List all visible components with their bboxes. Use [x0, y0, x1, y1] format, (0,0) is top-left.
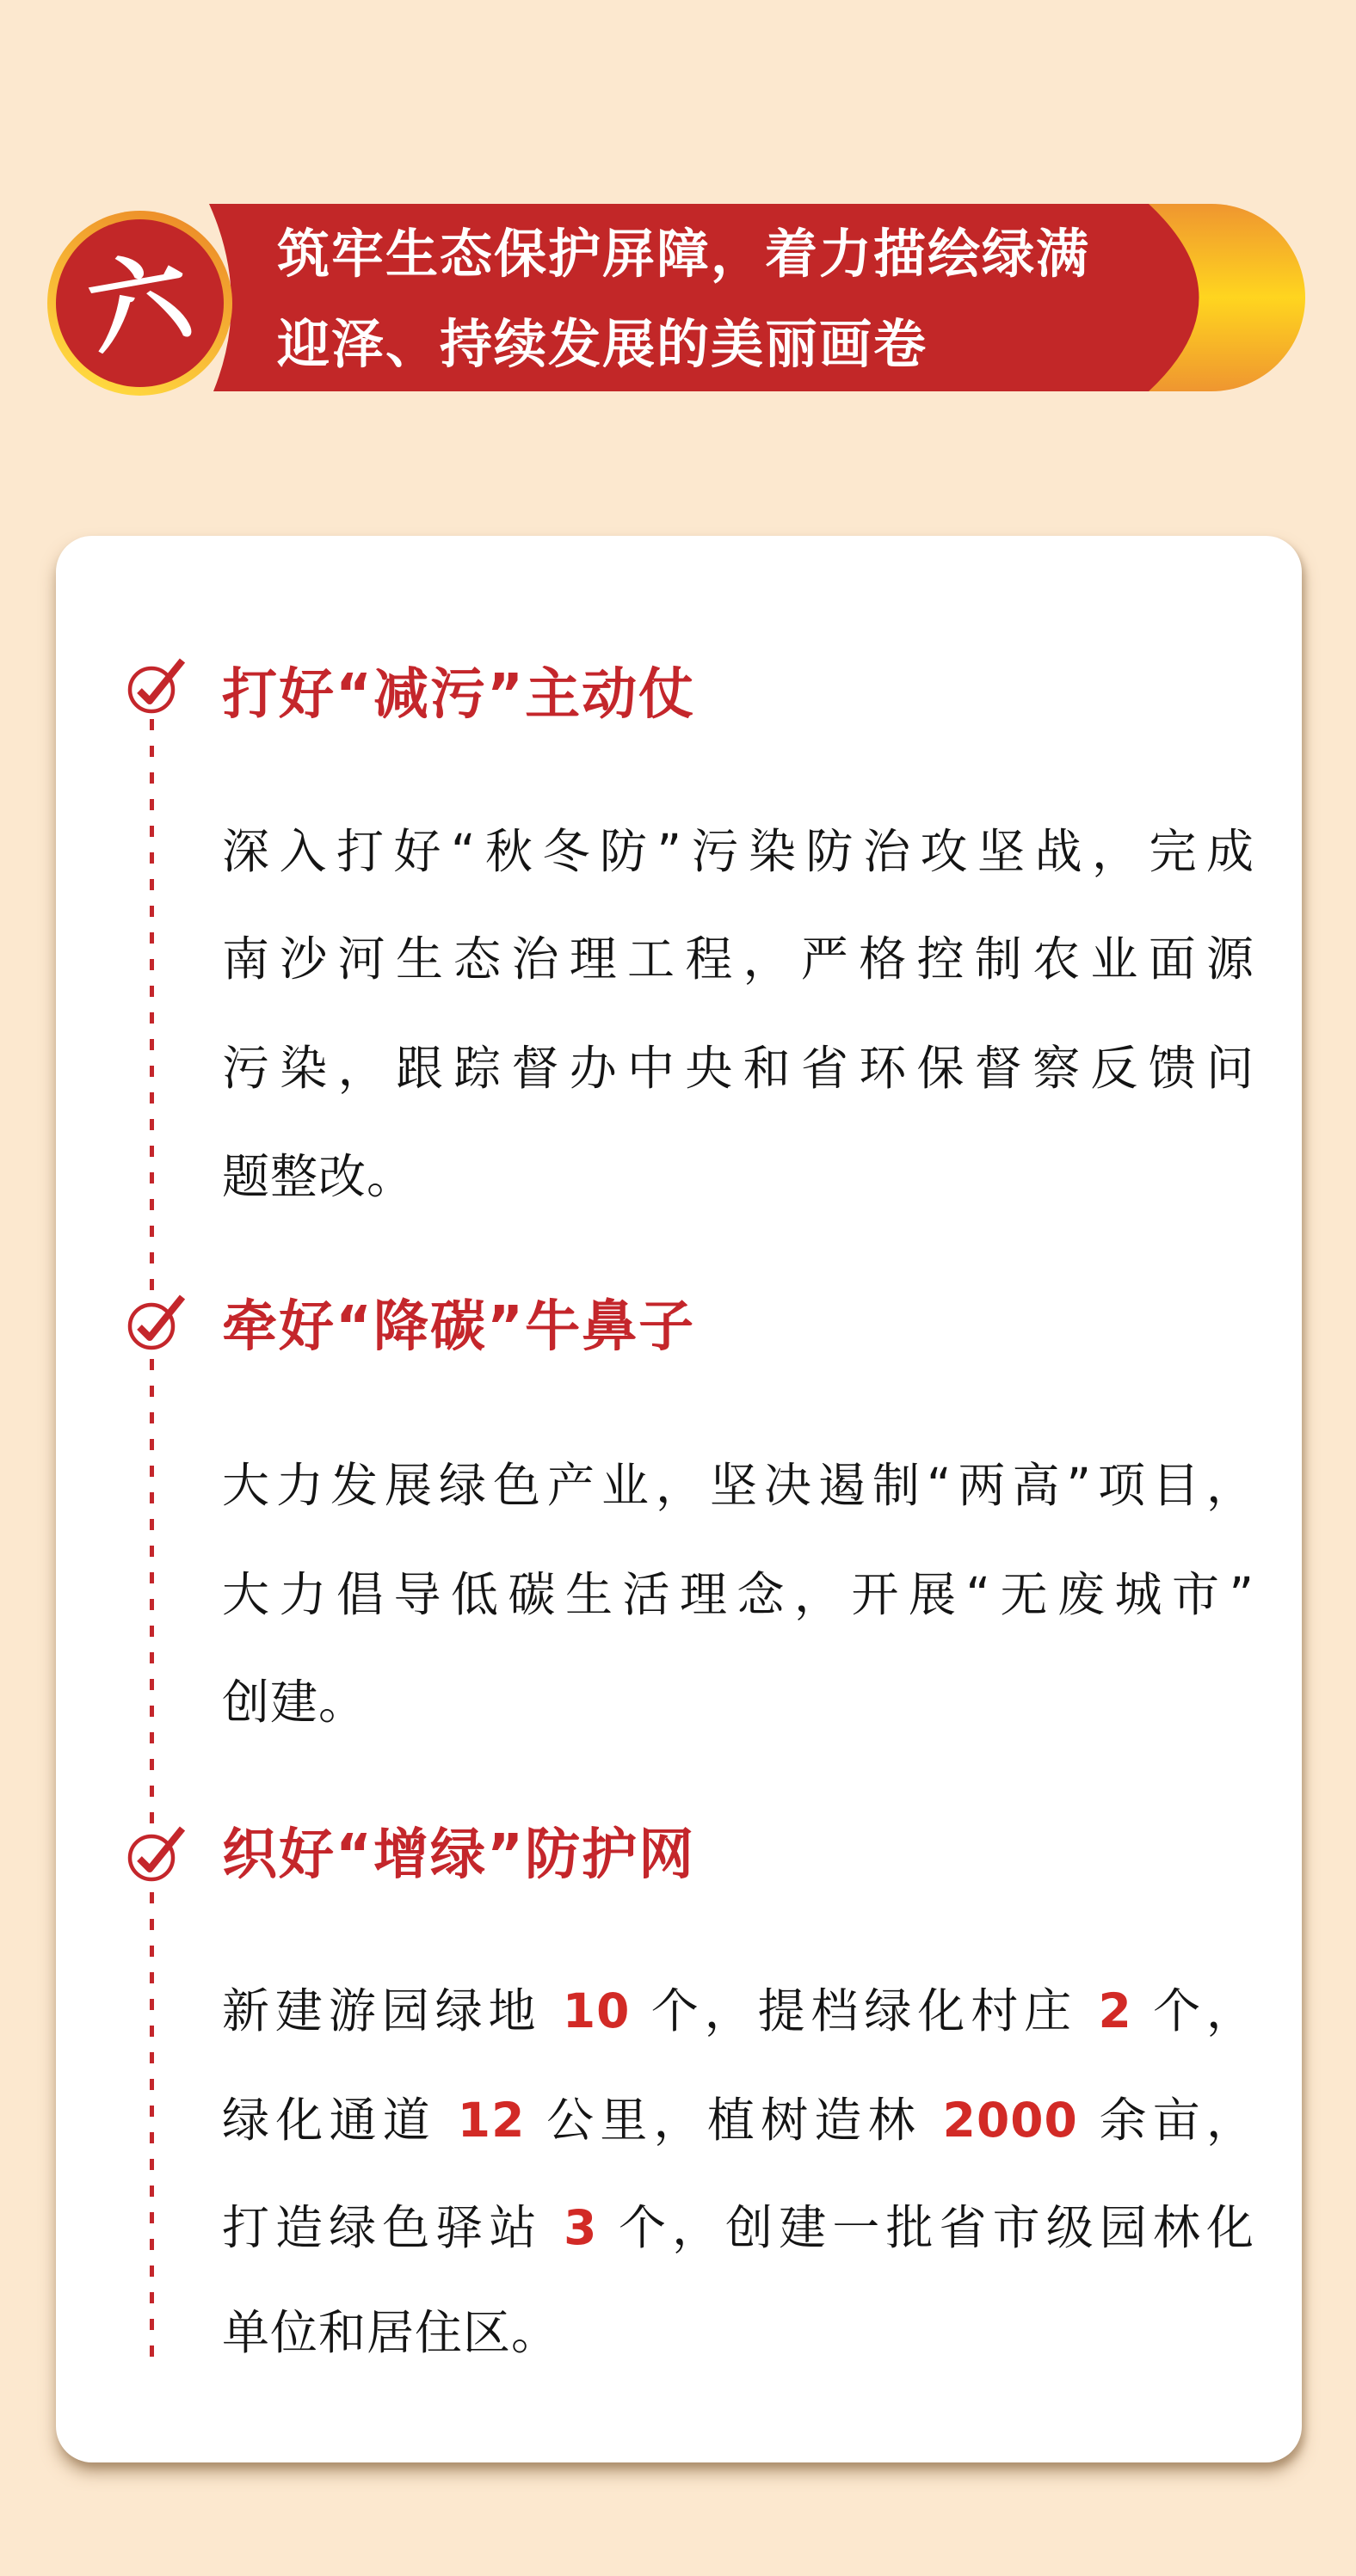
- paragraph-line: 污染，跟踪督办中央和省环保督察反馈问: [222, 1041, 1254, 1096]
- checkmark-circle-icon: [119, 1824, 188, 1893]
- paragraph-line: 大力倡导低碳生活理念，开展“无废城市”: [222, 1567, 1254, 1622]
- paragraph-line: 深入打好“秋冬防”污染防治攻坚战，完成: [222, 824, 1254, 879]
- paragraph-line: 绿化通道 12 公里，植树造林 2000 余亩，: [222, 2093, 1255, 2148]
- paragraph-line: 单位和居住区。: [222, 2305, 560, 2360]
- paragraph-line: 南沙河生态治理工程，严格控制农业面源: [222, 931, 1254, 987]
- paragraph-line: 大力发展绿色产业，坚决遏制“两高”项目，: [222, 1458, 1254, 1513]
- paragraph-line: 题整改。: [222, 1149, 416, 1204]
- paragraph-line: 创建。: [222, 1675, 367, 1730]
- banner-title-line-2: 迎泽、持续发展的美丽画卷: [277, 314, 928, 375]
- section-heading-1: 打好“减污”主动仗: [222, 663, 696, 727]
- banner-title-line-1: 筑牢生态保护屏障，着力描绘绿满: [277, 224, 1091, 285]
- badge-red-circle: [56, 219, 224, 387]
- section-heading-2: 牵好“降碳”牛鼻子: [222, 1295, 696, 1359]
- paragraph-line: 打造绿色驿站 3 个，创建一批省市级园林化: [222, 2200, 1255, 2255]
- checkmark-circle-icon: [119, 656, 188, 725]
- badge-number: 六: [79, 236, 200, 371]
- checkmark-circle-icon: [119, 1293, 188, 1362]
- section-heading-3: 织好“增绿”防护网: [222, 1823, 696, 1887]
- paragraph-line: 新建游园绿地 10 个，提档绿化村庄 2 个，: [222, 1983, 1255, 2038]
- section-number-badge: [47, 211, 232, 396]
- banner-title: [277, 209, 1241, 390]
- timeline-dashed-line: [150, 719, 154, 2358]
